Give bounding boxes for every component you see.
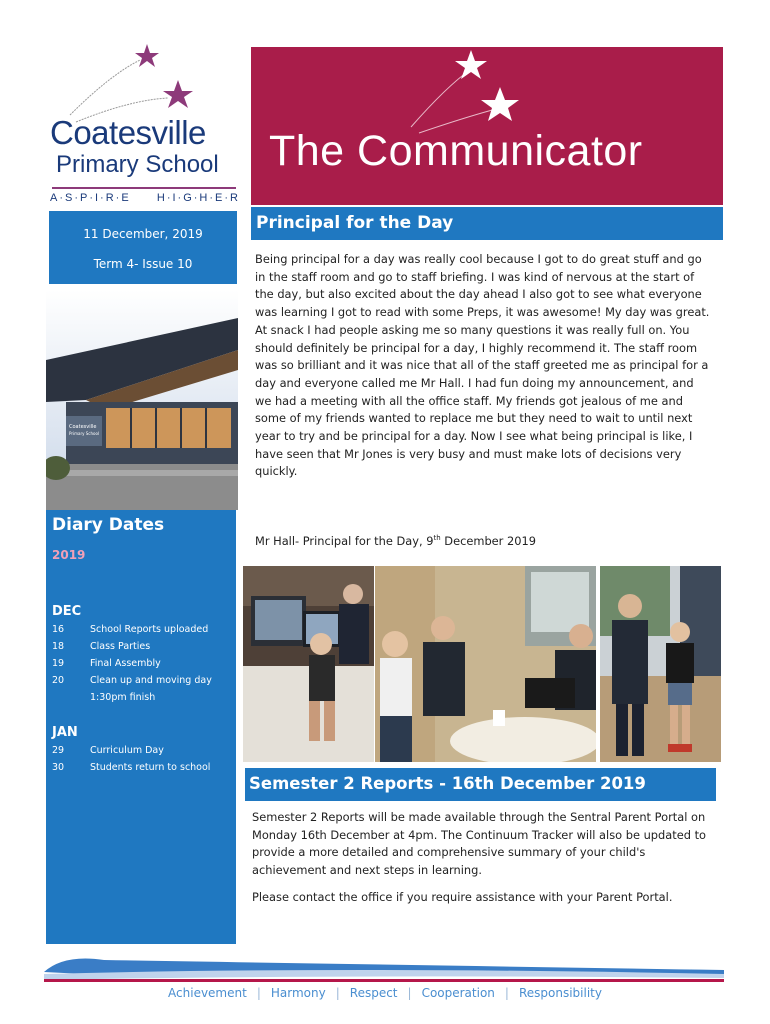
school-name-line2: Primary School: [56, 151, 219, 178]
logo-divider: [52, 187, 236, 189]
value-separator: |: [256, 986, 261, 1000]
event-day: 18: [52, 641, 65, 652]
photo-office-desk: [243, 566, 374, 762]
event-day: 29: [52, 745, 65, 756]
photo-meeting: [375, 566, 596, 762]
motto-right: H·I·G·H·E·R: [156, 192, 240, 204]
event-text: Final Assembly: [90, 658, 161, 669]
issue-info-box: [49, 211, 237, 284]
school-logo: [40, 40, 245, 210]
reports-paragraph-1: Semester 2 Reports will be made available through the Sentral Parent Portal on Monday 16th December at 4pm. The Continuum Tracker will also be updated to provide a more detailed and comprehensive summary of your child's achievement and next steps in learning.: [252, 810, 706, 878]
diary-month-jan: JAN: [52, 725, 78, 740]
diary-heading: Diary Dates: [52, 515, 165, 535]
issue-term: Term 4- Issue 10: [93, 257, 193, 271]
event-day: 30: [52, 762, 65, 773]
event-text: School Reports uploaded: [90, 624, 209, 635]
caption-ordinal: th: [433, 534, 441, 543]
value-cooperation: Cooperation: [421, 986, 495, 1000]
value-achievement: Achievement: [168, 986, 247, 1000]
school-building-photo: [46, 290, 238, 510]
reports-heading: Semester 2 Reports - 16th December 2019: [249, 774, 646, 793]
motto-left: A·S·P·I·R·E: [50, 192, 131, 204]
article-heading: Principal for the Day: [256, 213, 454, 233]
diary-dates-panel: [46, 510, 236, 944]
event-day: 16: [52, 624, 65, 635]
reports-body: [252, 809, 714, 907]
school-values-footer: [0, 986, 770, 1000]
reports-paragraph-2: Please contact the office if you require assistance with your Parent Portal.: [252, 889, 673, 904]
school-motto: [50, 192, 240, 204]
article-caption: [255, 534, 536, 548]
school-name-line1: Coatesville: [50, 114, 206, 151]
diary-year: 2019: [52, 548, 86, 562]
footer-swoosh: [44, 954, 724, 984]
event-day: 20: [52, 675, 65, 686]
caption-date: December 2019: [440, 534, 536, 548]
newsletter-masthead: [251, 47, 723, 205]
caption-text: Mr Hall- Principal for the Day, 9: [255, 534, 434, 548]
value-separator: |: [407, 986, 412, 1000]
article-heading-bar: [251, 207, 723, 240]
value-responsibility: Responsibility: [518, 986, 602, 1000]
article-body: Being principal for a day was really cool because I got to do great stuff and go in the staff room and go to staff briefing. I was kind of nervous at the start of the day, but also excited about the day ahead I also got to see what everyone was learning I got to read with some Preps, it was awesome! My day was great. At snack I had people asking me so many questions it was really full on. You should definitely be principal for a day, I highly recommend it. The staff room was so brilliant and it was nice that all of the staff greeted me as principal for a day and everyone called me Mr Hall. I had fun doing my announcement, and we had a meeting with all the office staff. My friends got jealous of me and some of my friends wanted to replace me but they need to wait to until next year to try and be principal for a day. Now I see what being principal is like, I have seen that Mr Jones is very busy and must make lots of decisions very quickly.: [255, 252, 710, 479]
event-text: Curriculum Day: [90, 745, 164, 756]
reports-heading-bar: [245, 768, 716, 801]
svg-text:Coatesville: Coatesville: [69, 424, 97, 430]
newsletter-title: The Communicator: [269, 127, 643, 175]
svg-text:Primary School: Primary School: [69, 431, 100, 436]
value-separator: |: [335, 986, 340, 1000]
photo-standing-portrait: [600, 566, 721, 762]
event-day: 19: [52, 658, 65, 669]
value-respect: Respect: [349, 986, 398, 1000]
value-separator: |: [504, 986, 509, 1000]
event-text: Clean up and moving day: [90, 675, 212, 686]
event-text: Class Parties: [90, 641, 151, 652]
masthead-stars-icon: [251, 47, 723, 205]
event-text: Students return to school: [90, 762, 211, 773]
diary-month-dec: DEC: [52, 604, 82, 619]
issue-date: 11 December, 2019: [83, 227, 203, 241]
event-text: 1:30pm finish: [90, 692, 156, 703]
value-harmony: Harmony: [270, 986, 326, 1000]
